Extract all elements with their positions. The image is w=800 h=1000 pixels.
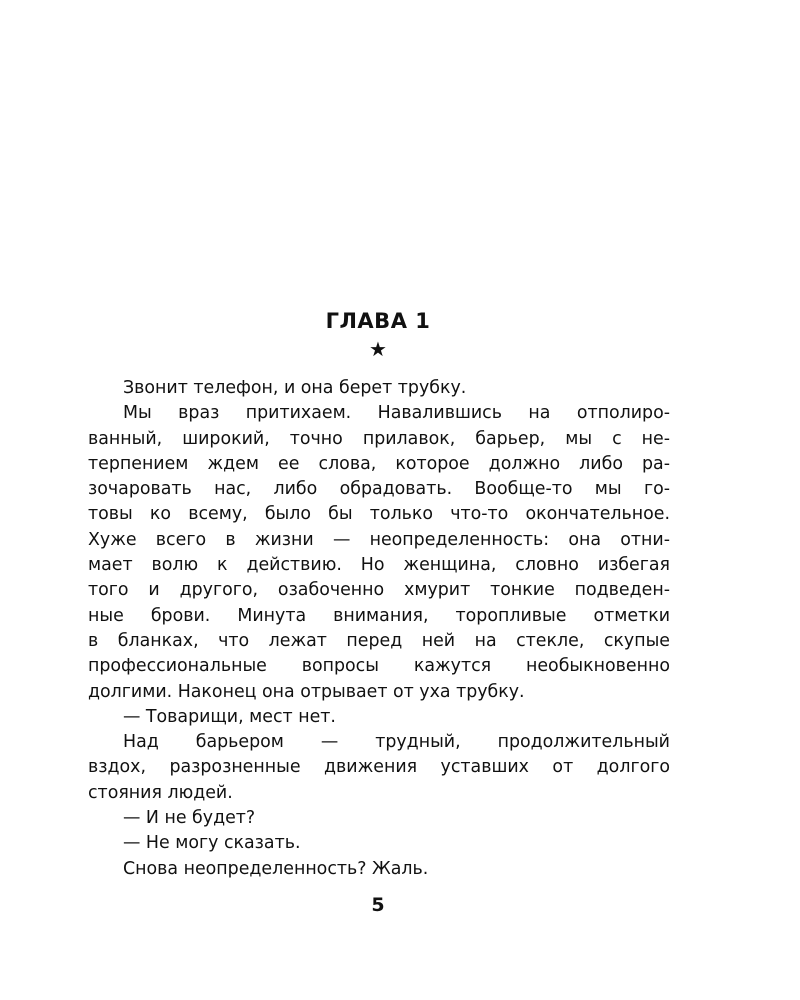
text-line: мает волю к действию. Но женщина, словно избегая bbox=[88, 555, 670, 576]
text-line: — Не могу сказать. bbox=[123, 833, 301, 854]
text-line: вздох, разрозненные движения уставших от долгого bbox=[88, 757, 670, 778]
text-line: — Товарищи, мест нет. bbox=[123, 706, 336, 727]
star-ornament-icon: ★ bbox=[369, 337, 387, 361]
text-line: профессиональные вопросы кажутся необыкновенно bbox=[88, 656, 670, 677]
text-line: ванный, широкий, точно прилавок, барьер, мы с не- bbox=[88, 428, 670, 449]
text-line: стояния людей. bbox=[88, 782, 233, 803]
text-line: Мы враз притихаем. Навалившись на отполиро- bbox=[123, 403, 670, 424]
chapter-title: ГЛАВА 1 bbox=[325, 309, 431, 333]
text-line: того и другого, озабоченно хмурит тонкие подведен- bbox=[88, 580, 670, 601]
text-line: в бланках, что лежат перед ней на стекле, скупые bbox=[88, 630, 670, 651]
text-line: зочаровать нас, либо обрадовать. Вообще-то мы го- bbox=[88, 479, 670, 500]
text-line: товы ко всему, было бы только что-то окончательное. bbox=[88, 504, 670, 525]
text-line: Хуже всего в жизни — неопределенность: она отни- bbox=[88, 529, 670, 550]
body-text bbox=[88, 376, 670, 882]
text-line: Снова неопределенность? Жаль. bbox=[123, 858, 429, 879]
text-line: терпением ждем ее слова, которое должно либо ра- bbox=[88, 453, 670, 474]
text-line: ные брови. Минута внимания, торопливые отметки bbox=[88, 605, 670, 626]
text-line: Над барьером — трудный, продолжительный bbox=[123, 732, 670, 753]
text-line: долгими. Наконец она отрывает от уха трубку. bbox=[88, 681, 525, 702]
page-number: 5 bbox=[371, 894, 385, 916]
text-line: — И не будет? bbox=[123, 808, 256, 829]
text-line: Звонит телефон, и она берет трубку. bbox=[123, 378, 467, 398]
